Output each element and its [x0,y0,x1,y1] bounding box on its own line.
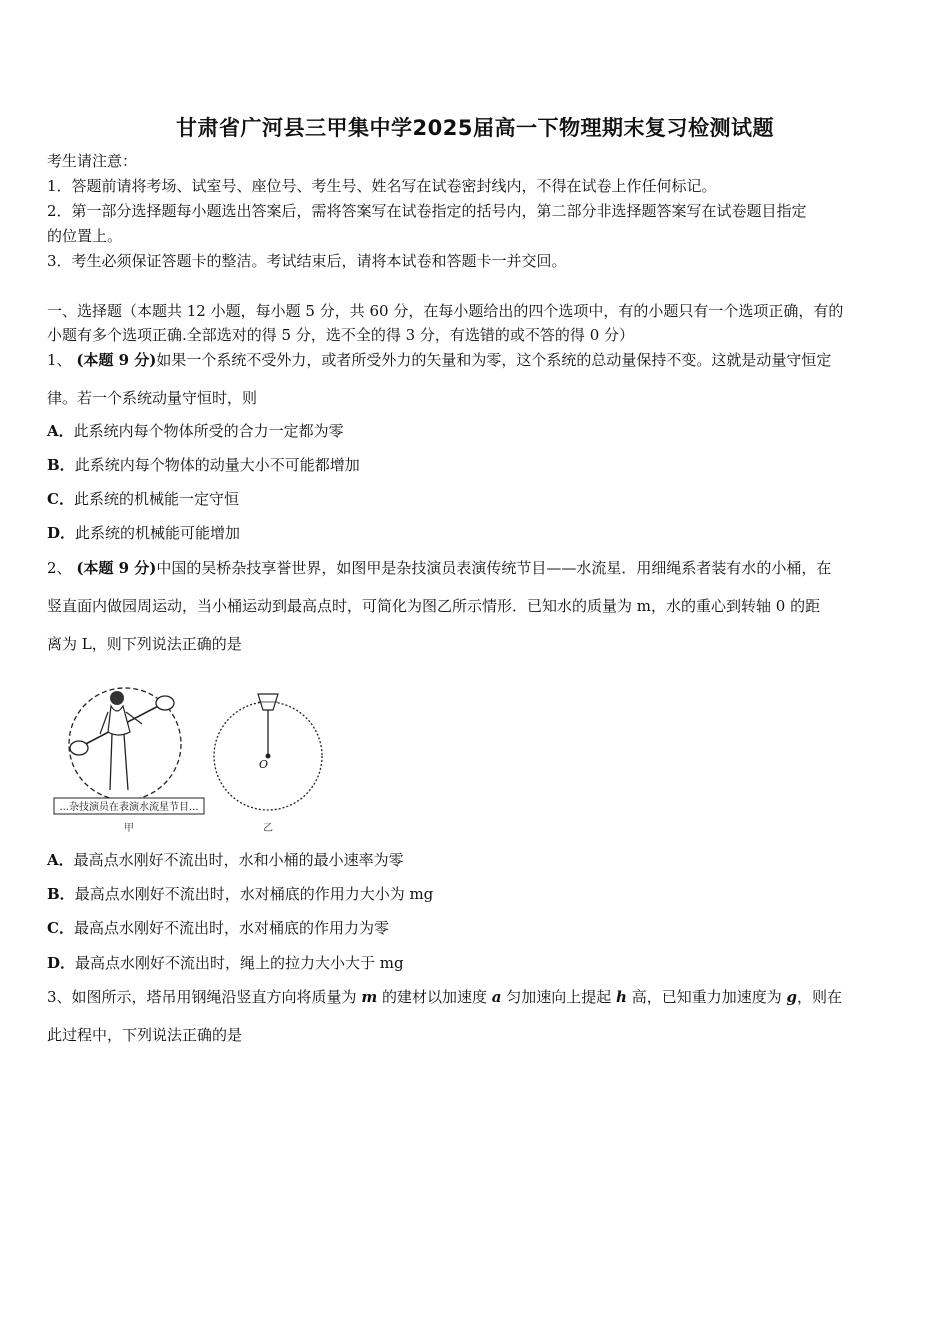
q1-option-a [47,421,907,441]
figure-yi-diagram [214,694,322,810]
option-label: D． [47,524,76,542]
q3-variable-a: a [491,988,502,1006]
q2-stem-line-2: 竖直面内做园周运动，当小桶运动到最高点时，可简化为图乙所示情形．已知水的质量为 m，水的重心到转轴 0 的距 [47,597,821,615]
option-label: A． [47,851,74,869]
notice-item-2-cont: 的位置上。 [47,227,123,245]
q2-option-a [47,850,907,870]
q1-score: (本题 9 分) [76,351,157,369]
figure-label-jia: 甲 [124,823,134,834]
q1-number: 1、 [47,351,72,369]
q3-stem-line-2: 此过程中，下列说法正确的是 [47,1026,243,1044]
q3-text-part: 的建材以加速度 [377,988,492,1006]
option-text: 此系统的机械能可能增加 [75,524,241,542]
section-intro-line-1: 一、选择题（本题共 12 小题，每小题 5 分，共 60 分，在每小题给出的四个选项中，有的小题只有一个选项正确，有的 [47,302,844,320]
q3-stem-line-1 [47,987,907,1007]
q3-variable-h: h [616,988,627,1006]
q1-option-d [47,523,907,543]
notice-item-2: 2．第一部分选择题每小题选出答案后，需将答案写在试卷指定的括号内，第二部分非选择题答案写在试卷题目指定 [47,202,807,220]
q1-stem-line-2: 律。若一个系统动量守恒时，则 [47,389,258,407]
q1-text-1: 如果一个系统不受外力，或者所受外力的矢量和为零，这个系统的总动量保持不变。这就是动量守恒定 [156,351,832,369]
option-label: A． [47,422,74,440]
option-label: C． [47,490,74,508]
q1-option-b [47,455,907,475]
option-text: 此系统内每个物体的动量大小不可能都增加 [74,456,360,474]
option-text: 最高点水刚好不流出时，绳上的拉力大小大于 mg [75,954,404,972]
option-text: 最高点水刚好不流出时，水对桶底的作用力为零 [73,919,389,937]
q3-text-part: ，则在 [796,988,842,1006]
option-text: 此系统的机械能一定守恒 [73,490,239,508]
q2-option-b [47,884,907,904]
option-text: 最高点水刚好不流出时，水对桶底的作用力大小为 mg [74,885,434,903]
q2-stem-line-1 [47,558,907,578]
q3-number: 3、 [47,988,72,1006]
option-label: B． [47,456,75,474]
q2-text-1: 中国的吴桥杂技享誉世界，如图甲是杂技演员表演传统节目——水流星．用细绳系者装有水的小桶，在 [156,559,832,577]
option-label: D． [47,954,76,972]
exam-title: 甘肃省广河县三甲集中学2025届高一下物理期末复习检测试题 [176,116,774,140]
option-text: 最高点水刚好不流出时，水和小桶的最小速率为零 [73,851,404,869]
q1-option-c [47,489,907,509]
q3-variable-m: m [361,988,378,1006]
notice-heading: 考生请注意： [47,152,138,170]
q2-option-d [47,953,907,973]
figure-jia-performer [54,688,204,814]
q3-variable-g: g [786,988,797,1006]
q2-option-c [47,918,907,938]
q3-text-part: 高，已知重力加速度为 [626,988,787,1006]
figure-center-label: O [259,758,269,771]
option-label: C． [47,919,74,937]
q2-score: (本题 9 分) [76,559,157,577]
figure-label-yi: 乙 [263,823,273,834]
figure-caption-box: ...杂技演员在表演水流星节目... [59,802,199,813]
notice-item-3: 3．考生必须保证答题卡的整洁。考试结束后，请将本试卷和答题卡一并交回。 [47,252,567,270]
option-label: B． [47,885,75,903]
q3-text-part: 如图所示，塔吊用钢绳沿竖直方向将质量为 [71,988,362,1006]
q2-number: 2、 [47,559,72,577]
notice-item-1: 1．答题前请将考场、试室号、座位号、考生号、姓名写在试卷密封线内，不得在试卷上作任何标记。 [47,177,717,195]
option-text: 此系统内每个物体所受的合力一定都为零 [73,422,344,440]
section-intro-line-2: 小题有多个选项正确.全部选对的得 5 分，选不全的得 3 分，有选错的或不答的得 0 分） [47,326,635,344]
q2-stem-line-3: 离为 L，则下列说法正确的是 [47,635,242,653]
q1-stem-line-1 [47,350,907,370]
q3-text-part: 匀加速向上提起 [501,988,617,1006]
q2-figure [50,672,350,837]
